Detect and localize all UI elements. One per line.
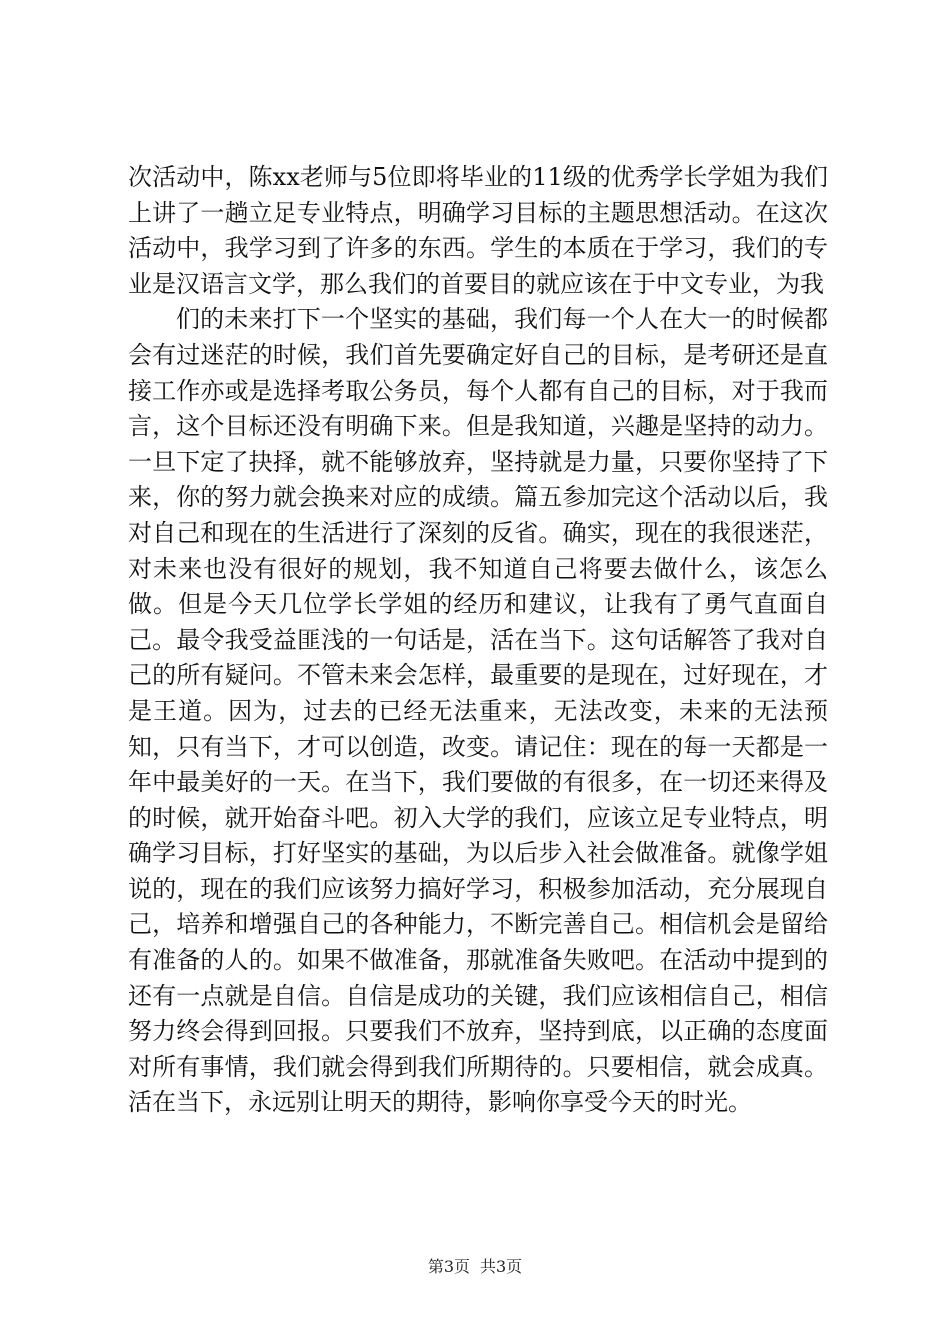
total-pages: 共3页 [480, 1257, 523, 1276]
paragraph-2: 们的未来打下一个坚实的基础，我们每一个人在大一的时候都会有过迷茫的时候，我们首先要确定好自己的目标，是考研还是直接工作亦或是选择考取公务员，每个人都有自己的目标，对于我而言，这个目标还没有明确下来。但是我知道，兴趣是坚持的动力。一旦下定了抉择，就不能够放弃，坚持就是力量，只要你坚持了下来，你的努力就会换来对应的成绩。篇五参加完这个活动以后，我对自己和现在的生活进行了深刻的反省。确实，现在的我很迷茫，对未来也没有很好的规划，我不知道自己将要去做什么，该怎么做。但是今天几位学长学姐的经历和建议，让我有了勇气直面自己。最令我受益匪浅的一句话是，活在当下。这句话解答了我对自己的所有疑问。不管未来会怎样，最重要的是现在，过好现在，才是王道。因为，过去的已经无法重来，无法改变，未来的无法预知，只有当下，才可以创造，改变。请记住：现在的每一天都是一年中最美好的一天。在当下，我们要做的有很多，在一切还来得及的时候，就开始奋斗吧。初入大学的我们，应该立足专业特点，明确学习目标，打好坚实的基础，为以后步入社会做准备。就像学姐说的，现在的我们应该努力搞好学习，积极参加活动，充分展现自己，培养和增强自己的各种能力，不断完善自己。相信机会是留给有准备的人的。如果不做准备，那就准备失败吧。在活动中提到的还有一点就是自信。自信是成功的关键，我们应该相信自己，相信努力终会得到回报。只要我们不放弃，坚持到底，以正确的态度面对所有事情，我们就会得到我们所期待的。只要相信，就会成真。活在当下，永远别让明天的期待，影响你享受今天的时光。 [128, 305, 828, 1117]
document-body [128, 160, 828, 1121]
page-number: 第3页 [427, 1257, 470, 1276]
page-footer [0, 1257, 950, 1277]
paragraph-1: 次活动中，陈xx老师与5位即将毕业的11级的优秀学长学姐为我们上讲了一趟立足专业特点，明确学习目标的主题思想活动。在这次活动中，我学习到了许多的东西。学生的本质在于学习，我们的专业是汉语言文学，那么我们的首要目的就应该在于中文专业，为我 [128, 163, 828, 298]
